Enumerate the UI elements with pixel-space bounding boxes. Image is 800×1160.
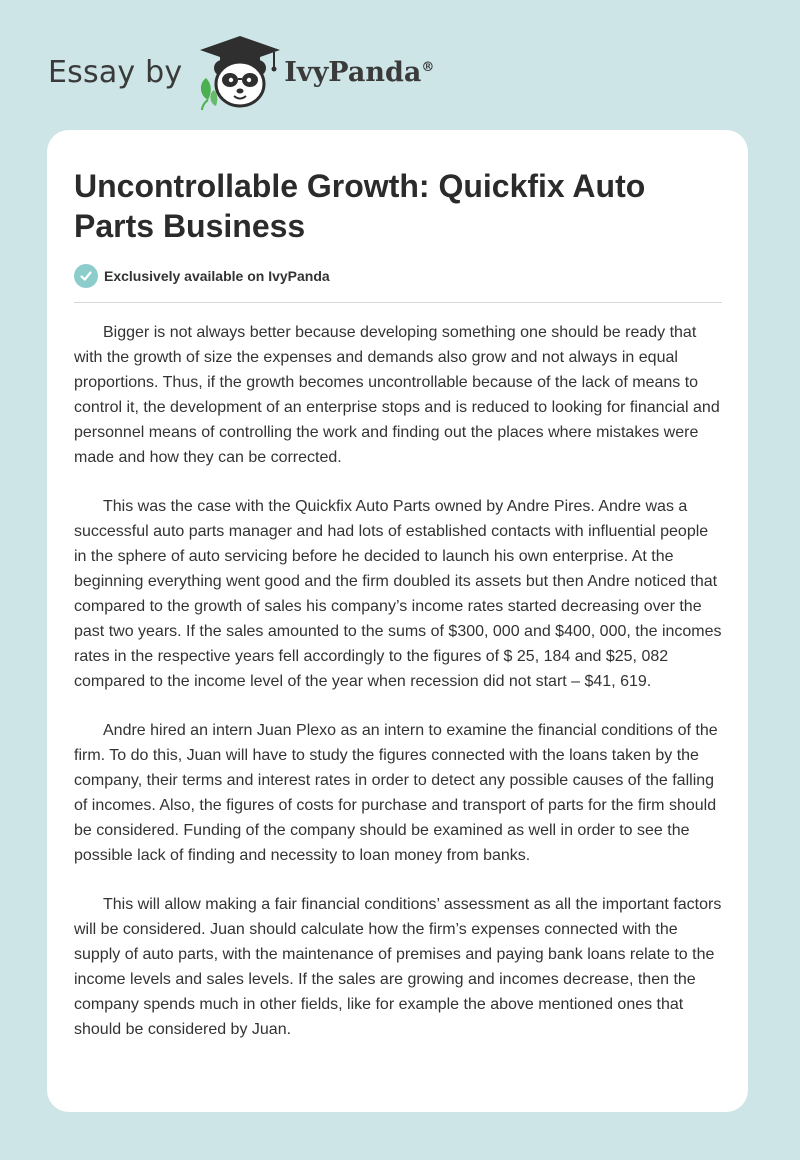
badge-label: Exclusively available on IvyPanda: [104, 268, 330, 284]
essay-card: [47, 130, 748, 1112]
paragraph: This was the case with the Quickfix Auto Parts owned by Andre Pires. Andre was a successful auto parts manager and had lots of established contacts with influential people in the sphere of auto servicing before he decided to launch his own enterprise. At the beginning everything went good and the firm doubled its assets but then Andre noticed that compared to the growth of sales his company’s income rates started decreasing over the past two years. If the sales amounted to the sums of $300, 000 and $400, 000, the incomes rates in the respective years fell accordingly to the figures of $ 25, 184 and $25, 082 compared to the income level of the year when recession did not start – $41, 619.: [74, 498, 722, 690]
panda-logo-icon[interactable]: [194, 34, 286, 110]
exclusive-badge: [74, 264, 330, 288]
paragraph: Bigger is not always better because developing something one should be ready that with the growth of size the expenses and demands also grow and not always in equal proportions. Thus, if the growth becomes uncontrollable because of the lack of means to control it, the development of an enterprise stops and is reduced to looking for financial and personnel means of controlling the work and finding out the places where mistakes were made and how they can be corrected.: [74, 324, 720, 466]
page-title: Uncontrollable Growth: Quickfix Auto Parts Business: [74, 168, 646, 244]
essay-body: [74, 320, 724, 1066]
divider: [74, 302, 722, 303]
site-header: [48, 34, 434, 110]
brand-name[interactable]: IvyPanda®: [284, 56, 435, 88]
paragraph: This will allow making a fair financial conditions’ assessment as all the important factors will be considered. Juan should calculate how the firm’s expenses connected with the supply of auto parts, with the maintenance of premises and paying bank loans relate to the income levels and sales levels. If the sales are growing and incomes decrease, then the company spends much in other fields, like for example the above mentioned ones that should be considered by Juan.: [74, 896, 722, 1038]
essay-by-label: Essay by: [48, 54, 183, 90]
check-icon: [74, 264, 98, 288]
paragraph: Andre hired an intern Juan Plexo as an intern to examine the financial conditions of the firm. To do this, Juan will have to study the figures connected with the loans taken by the company, their terms and interest rates in order to detect any possible causes of the falling of incomes. Also, the figures of costs for purchase and transport of parts for the firm should be considered. Funding of the company should be examined as well in order to see the possible lack of finding and necessity to loan money from banks.: [74, 722, 718, 864]
